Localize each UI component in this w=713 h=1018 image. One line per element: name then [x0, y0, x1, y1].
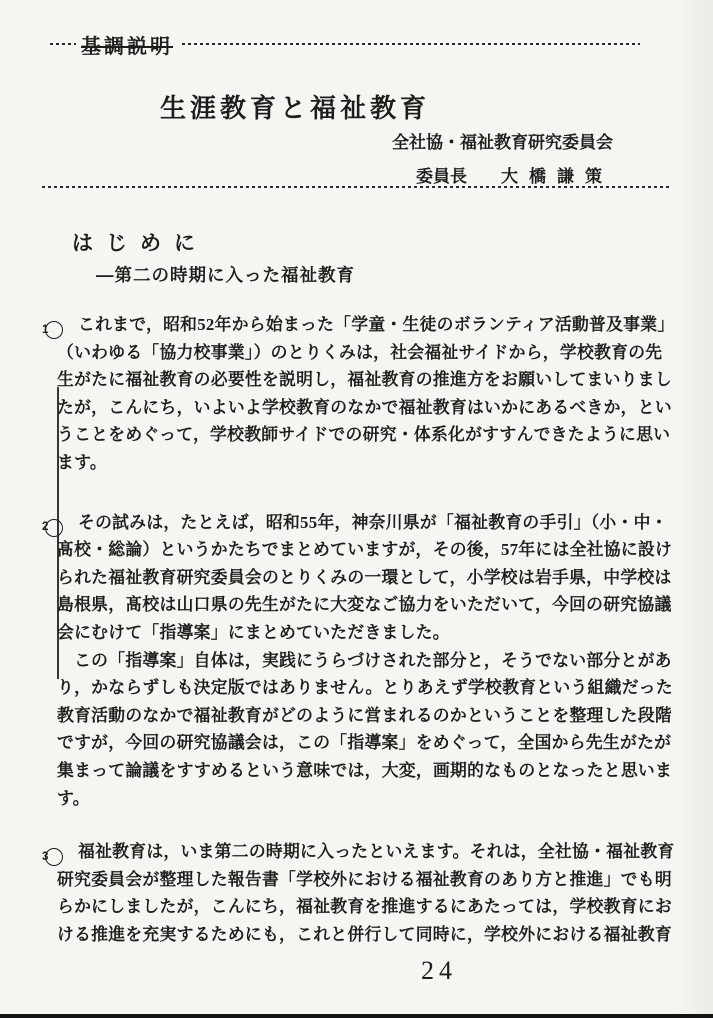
committee-name: 全社協・福祉教育研究委員会 — [392, 133, 613, 152]
dotted-divider — [42, 186, 671, 188]
body-line: 3 福祉教育は，いま第二の時期に入ったといえます。それは，全社協・福祉教育 — [57, 838, 683, 866]
section-tag: 基調説明 — [81, 35, 173, 58]
body-line: り，かならずしも決定版ではありません。とりあえず学校教育という組織だった — [57, 678, 673, 698]
dotted-rule-right — [182, 43, 640, 45]
body-line: （いわゆる「協力校事業」）のとりくみは，社会福祉サイドから，学校教育の先 — [57, 342, 663, 362]
body-line: たが，こんにち，いよいよ学校教育のなかで福祉教育はいかにあるべきか，とい — [57, 397, 672, 417]
chairman-name: 大橋謙策 — [501, 167, 613, 186]
paragraph-number-icon: 1 — [45, 321, 63, 339]
paragraph — [42, 509, 683, 813]
body-line: 1 これまで，昭和52年から始まった「学童・生徒のボランティア活動普及事業」 — [57, 311, 683, 339]
chairman-role: 委員長 — [416, 167, 467, 186]
body-line: ける推進を充実するためにも，これと併行して同時に，学校外における福祉教育 — [57, 924, 672, 944]
chairman-row — [416, 162, 613, 187]
body-line: らかにしましたが，こんにち，福祉教育を推進するにあたっては，学校教育にお — [57, 897, 672, 917]
body-line: 会にむけて「指導案」にまとめていただきました。 — [57, 622, 450, 642]
body-line: この「指導案」自体は，実践にうらづけされた部分と，そうでない部分とがあ — [57, 650, 672, 670]
body-line: す。 — [57, 788, 90, 808]
paragraph — [42, 311, 683, 477]
intro-subheading: ―第二の時期に入った福祉教育 — [96, 265, 355, 285]
paragraph — [42, 838, 683, 948]
body-line: ですが，今回の研究協議会は，この「指導案」をめぐって，全国から先生がたが — [57, 733, 672, 753]
body-line: 島根県，髙校は山口県の先生がたに大変なご協力をいただいて，今回の研究協議 — [57, 595, 672, 615]
body-line: ます。 — [57, 452, 107, 472]
paragraph-number-icon: 2 — [45, 519, 63, 537]
page-number: 24 — [421, 956, 457, 985]
intro-heading: はじめに — [72, 232, 208, 255]
body-line: うことをめぐって，学校教師サイドでの研究・体系化がすすんできたように思い — [57, 425, 671, 445]
body-text — [42, 311, 683, 948]
page-title: 生涯教育と福祉教育 — [160, 94, 431, 123]
paragraph-number-icon: 3 — [45, 848, 63, 866]
body-line: 2 その試みは，たとえば，昭和55年，神奈川県が「福祉教育の手引」（小・中・ — [57, 509, 683, 537]
section-tag-row — [50, 31, 640, 57]
body-line: 教育活動のなかで福祉教育がどのように営まれるのかということを整理した段階 — [57, 705, 672, 725]
body-line: 生がたに福祉教育の必要性を説明し，福祉教育の推進方をお願いしてまいりまし — [57, 370, 672, 390]
byline — [392, 128, 613, 187]
body-line: 髙校・総論）というかたちでまとめていますが，その後，57年には全社協に設け — [57, 540, 673, 560]
body-line: られた福祉教育研究委員会のとりくみの一環として，小学校は岩手県，中学校は — [57, 567, 672, 587]
body-line: 研究委員会が整理した報告書「学校外における福祉教育のあり方と推進」でも明 — [57, 869, 672, 889]
scan-edge-artifact — [0, 1014, 713, 1018]
dotted-rule-left — [50, 43, 76, 45]
body-line: 集まって論議をすすめるという意味では，大変，画期的なものとなったと思いま — [57, 760, 673, 780]
